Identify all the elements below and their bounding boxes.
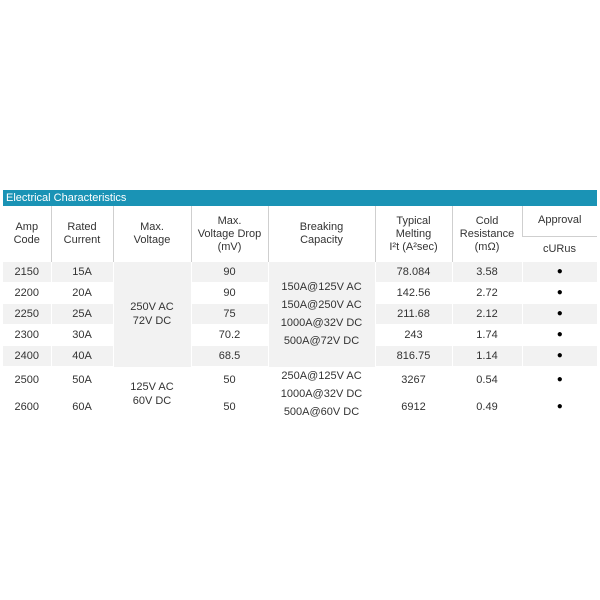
cell-approval-dot: ● <box>522 304 597 325</box>
cell-melting: 6912 <box>375 394 452 421</box>
cell-breaking-capacity-group-2: 250A@125V AC 1000A@32V DC 500A@60V DC <box>268 367 375 421</box>
cell-rated-current: 20A <box>51 283 113 304</box>
cell-rated-current: 40A <box>51 346 113 367</box>
cell-amp-code: 2150 <box>3 262 51 283</box>
cell-amp-code: 2600 <box>3 394 51 421</box>
cell-voltage-drop: 68.5 <box>191 346 268 367</box>
cell-amp-code: 2300 <box>3 325 51 346</box>
cell-max-voltage-group-2: 125V AC 60V DC <box>113 367 191 421</box>
cell-breaking-capacity-group-1: 150A@125V AC 150A@250V AC 1000A@32V DC 500A@72V DC <box>268 262 375 367</box>
cell-resistance: 2.12 <box>452 304 522 325</box>
cell-rated-current: 60A <box>51 394 113 421</box>
header-typical-melting: Typical Melting I²t (A²sec) <box>375 206 452 262</box>
cell-voltage-drop: 50 <box>191 394 268 421</box>
cell-voltage-drop: 90 <box>191 283 268 304</box>
cell-voltage-drop: 50 <box>191 367 268 394</box>
cell-melting: 816.75 <box>375 346 452 367</box>
cell-resistance: 3.58 <box>452 262 522 283</box>
cell-approval-dot: ● <box>522 346 597 367</box>
cell-melting: 3267 <box>375 367 452 394</box>
cell-resistance: 1.14 <box>452 346 522 367</box>
header-approval-curus: cURus <box>542 242 576 255</box>
cell-voltage-drop: 70.2 <box>191 325 268 346</box>
cell-melting: 211.68 <box>375 304 452 325</box>
cell-amp-code: 2400 <box>3 346 51 367</box>
cell-rated-current: 50A <box>51 367 113 394</box>
cell-approval-dot: ● <box>522 262 597 283</box>
header-cold-resistance: Cold Resistance (mΩ) <box>452 206 522 262</box>
cell-amp-code: 2200 <box>3 283 51 304</box>
cell-resistance: 1.74 <box>452 325 522 346</box>
cell-melting: 243 <box>375 325 452 346</box>
cell-resistance: 0.54 <box>452 367 522 394</box>
cell-approval-dot: ● <box>522 325 597 346</box>
cell-rated-current: 15A <box>51 262 113 283</box>
electrical-characteristics-panel <box>3 190 597 421</box>
cell-resistance: 0.49 <box>452 394 522 421</box>
header-amp-code: Amp Code <box>13 221 40 246</box>
cell-melting: 78.084 <box>375 262 452 283</box>
cell-rated-current: 30A <box>51 325 113 346</box>
electrical-characteristics-table <box>3 206 597 421</box>
cell-resistance: 2.72 <box>452 283 522 304</box>
cell-melting: 142.56 <box>375 283 452 304</box>
header-max-voltage: Max. Voltage <box>113 206 191 262</box>
table-row <box>3 262 597 283</box>
header-breaking-capacity: Breaking Capacity <box>268 206 375 262</box>
table-row <box>3 367 597 394</box>
cell-approval-dot: ● <box>522 394 597 421</box>
cell-max-voltage-group-1: 250V AC 72V DC <box>113 262 191 367</box>
header-approval: Approval <box>522 206 597 236</box>
cell-amp-code: 2250 <box>3 304 51 325</box>
cell-approval-dot: ● <box>522 367 597 394</box>
header-max-voltage-drop: Max. Voltage Drop (mV) <box>191 206 268 262</box>
cell-voltage-drop: 75 <box>191 304 268 325</box>
header-rated-current: Rated Current <box>51 206 113 262</box>
cell-rated-current: 25A <box>51 304 113 325</box>
cell-amp-code: 2500 <box>3 367 51 394</box>
cell-approval-dot: ● <box>522 283 597 304</box>
cell-voltage-drop: 90 <box>191 262 268 283</box>
table-title: Electrical Characteristics <box>3 190 597 206</box>
